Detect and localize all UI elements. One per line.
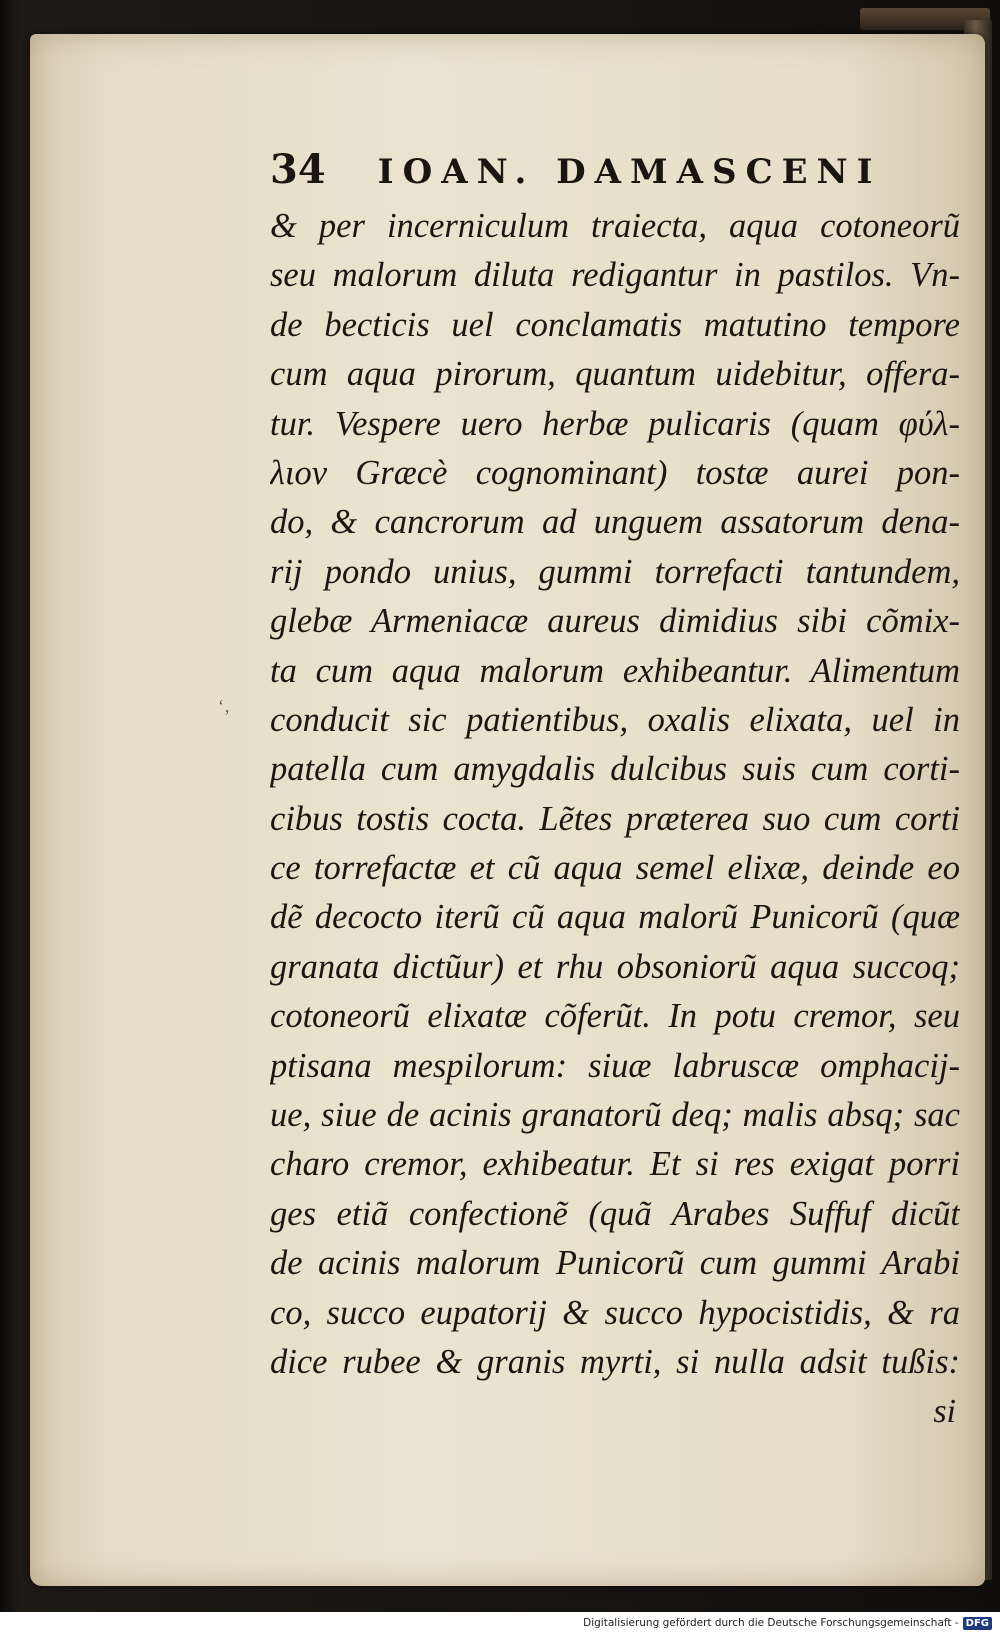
text-line: de becticis uel conclamatis matutino tempore — [270, 305, 960, 344]
text-line: cotoneorũ elixatæ cõferũt. In potu cremor, seu — [270, 997, 960, 1036]
text-line: co, succo eupatorij & succo hypocistidis, & ra — [270, 1293, 960, 1332]
text-line: patella cum amygdalis dulcibus suis cum corti- — [270, 750, 960, 789]
text-line: ges etiã confectionẽ (quã Arabes Suffuf dicũt — [270, 1194, 960, 1233]
text-line: do, & cancrorum ad unguem assatorum dena- — [270, 503, 960, 542]
text-line: glebæ Armeniacæ aureus dimidius sibi cõmix- — [270, 602, 960, 641]
text-line: conducit sic patientibus, oxalis elixata, uel in — [270, 700, 960, 739]
page-number: 34 — [270, 146, 326, 193]
footer-bar — [0, 1612, 1000, 1634]
funding-notice: Digitalisierung gefördert durch die Deutsche Forschungsgemeinschaft - — [583, 1617, 959, 1629]
text-line: granata dictũur) et rhu obsoniorũ aqua succoq; — [270, 947, 960, 986]
dfg-logo: DFG — [963, 1617, 992, 1630]
running-head-title: IOAN. DAMASCENI — [377, 152, 882, 192]
text-line: ta cum aqua malorum exhibeantur. Alimentum — [270, 651, 960, 690]
margin-mark: ‘‚ — [218, 696, 230, 716]
text-line: λιον Græcè cognominant) tostæ aurei pon- — [270, 453, 960, 492]
book-page — [30, 34, 985, 1586]
text-line: seu malorum diluta redigantur in pastilos. Vn- — [270, 256, 960, 295]
text-line: charo cremor, exhibeatur. Et si res exigat porri — [270, 1145, 960, 1184]
text-line: ce torrefactæ et cũ aqua semel elixæ, deinde eo — [270, 849, 960, 888]
text-line: ue, siue de acinis granatorũ deq; malis absq; sac — [270, 1096, 960, 1135]
text-line: dice rubee & granis myrti, si nulla adsit tußis: — [270, 1342, 960, 1381]
catchword: si — [933, 1393, 956, 1431]
text-line: ptisana mespilorum: siuæ labruscæ omphacij- — [270, 1046, 960, 1085]
text-line: cibus tostis cocta. Lẽtes præterea suo cum corti — [270, 799, 960, 838]
text-line: dẽ decocto iterũ cũ aqua malorũ Punicorũ (quæ — [270, 898, 960, 937]
text-line: & per incerniculum traiecta, aqua cotoneorũ — [270, 207, 960, 245]
text-block — [270, 202, 960, 1387]
page-content — [270, 146, 960, 1431]
text-line: rij pondo unius, gummi torrefacti tantundem, — [270, 552, 960, 591]
text-line: de acinis malorum Punicorũ cum gummi Arabi — [270, 1244, 960, 1283]
running-head — [270, 146, 960, 202]
text-line: cum aqua pirorum, quantum uidebitur, offera- — [270, 355, 960, 394]
text-line: tur. Vespere uero herbæ pulicaris (quam φύλ- — [270, 404, 960, 443]
